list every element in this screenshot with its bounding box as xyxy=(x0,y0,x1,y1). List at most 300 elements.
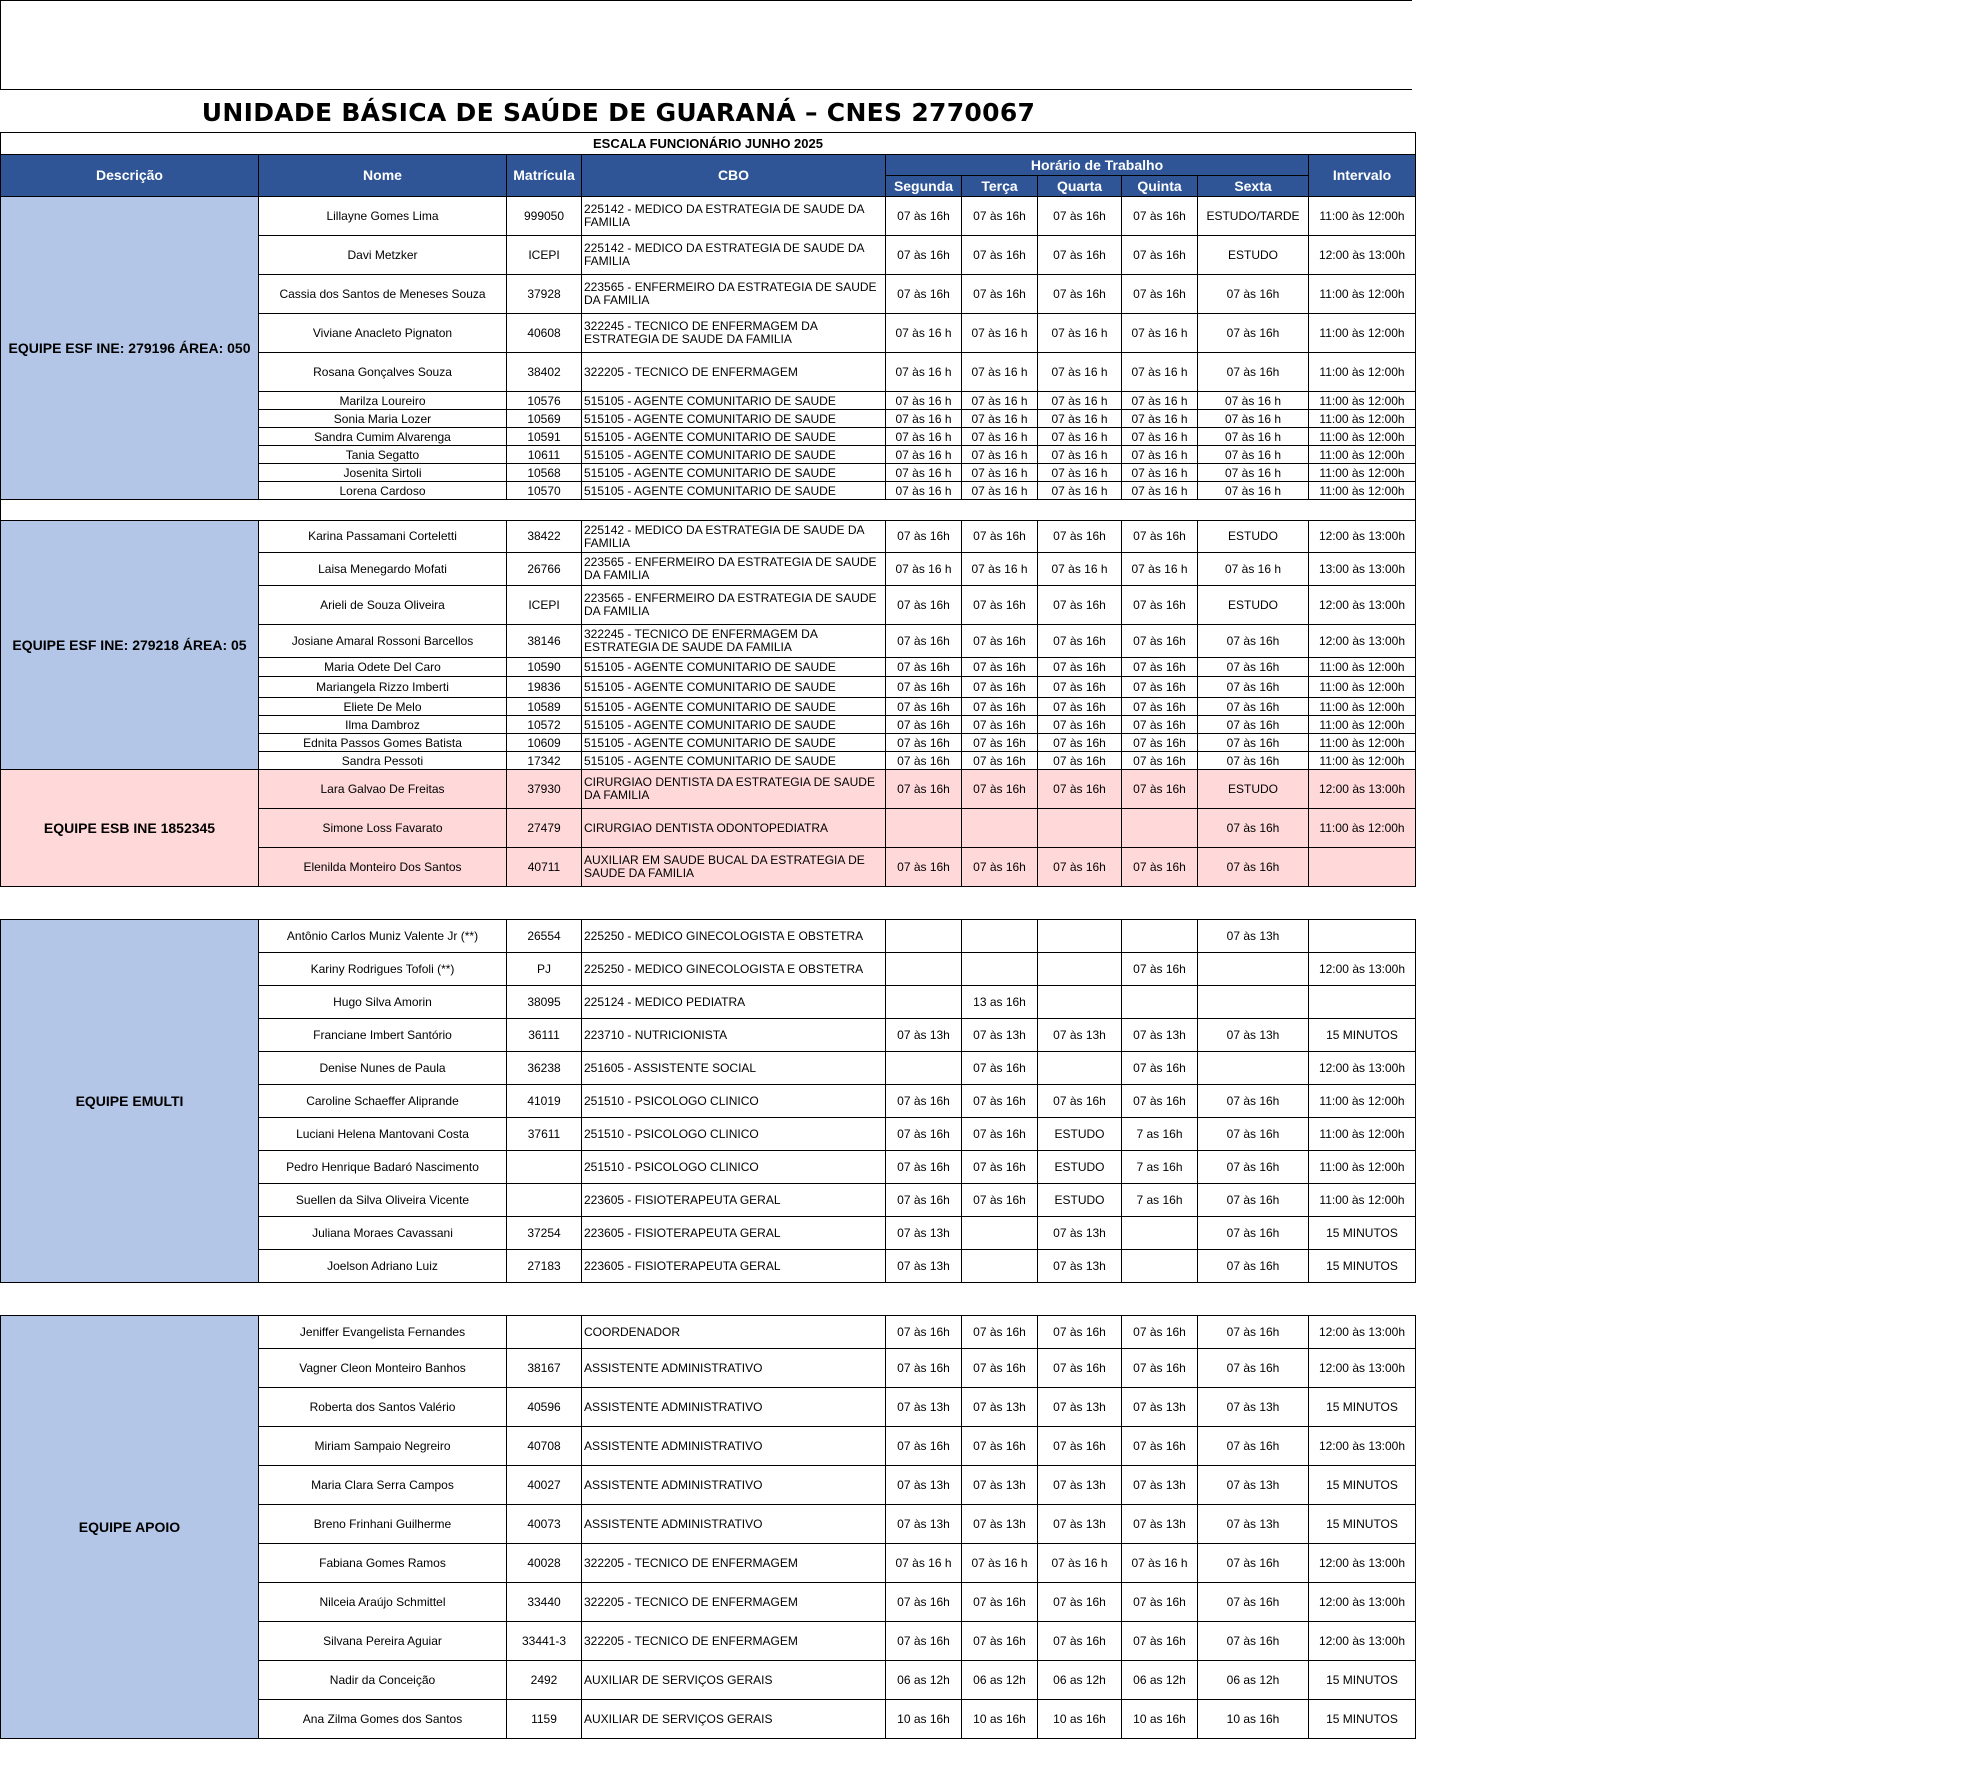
employee-cbo: COORDENADOR xyxy=(582,1316,886,1349)
table-row xyxy=(1,521,1416,553)
employee-cbo: 223710 - NUTRICIONISTA xyxy=(582,1019,886,1052)
employee-cbo: 225142 - MEDICO DA ESTRATEGIA DE SAUDE DA FAMILIA xyxy=(582,197,886,236)
header-day-terca: Terça xyxy=(962,176,1038,197)
schedule-cell xyxy=(1038,809,1122,848)
employee-name: Laisa Menegardo Mofati xyxy=(259,553,507,586)
schedule-cell: 07 às 16h xyxy=(1198,848,1309,887)
schedule-cell: 07 às 16 h xyxy=(1198,446,1309,464)
schedule-cell: 06 as 12h xyxy=(1038,1661,1122,1700)
schedule-cell: 07 às 16h xyxy=(962,658,1038,677)
employee-cbo: 225250 - MEDICO GINECOLOGISTA E OBSTETRA xyxy=(582,953,886,986)
employee-name: Hugo Silva Amorin xyxy=(259,986,507,1019)
schedule-cell: 13 as 16h xyxy=(962,986,1038,1019)
schedule-cell: 07 às 16h xyxy=(886,677,962,698)
employee-matricula: 33440 xyxy=(507,1583,582,1622)
interval-cell: 11:00 às 12:00h xyxy=(1309,1151,1416,1184)
schedule-cell: 07 às 16h xyxy=(1198,658,1309,677)
schedule-cell: 07 às 16h xyxy=(1038,1316,1122,1349)
schedule-cell: 07 às 13h xyxy=(1198,920,1309,953)
schedule-cell: 07 às 16 h xyxy=(1122,446,1198,464)
schedule-cell xyxy=(886,920,962,953)
employee-name: Luciani Helena Mantovani Costa xyxy=(259,1118,507,1151)
employee-matricula: 37611 xyxy=(507,1118,582,1151)
employee-cbo: 223565 - ENFERMEIRO DA ESTRATEGIA DE SAUDE DA FAMILIA xyxy=(582,586,886,625)
interval-cell: 11:00 às 12:00h xyxy=(1309,275,1416,314)
interval-cell: 12:00 às 13:00h xyxy=(1309,1316,1416,1349)
employee-matricula: 38146 xyxy=(507,625,582,658)
employee-matricula: 10609 xyxy=(507,734,582,752)
schedule-cell: 07 às 16h xyxy=(1038,658,1122,677)
interval-cell: 12:00 às 13:00h xyxy=(1309,586,1416,625)
schedule-cell: 07 às 16h xyxy=(886,197,962,236)
schedule-cell: 07 às 16 h xyxy=(886,428,962,446)
schedule-cell: 07 às 16h xyxy=(886,734,962,752)
schedule-cell xyxy=(1198,1052,1309,1085)
employee-cbo: 322245 - TECNICO DE ENFERMAGEM DA ESTRATEGIA DE SAUDE DA FAMILIA xyxy=(582,625,886,658)
schedule-cell: 07 às 16h xyxy=(1122,848,1198,887)
header-row xyxy=(1,155,1416,176)
interval-cell: 11:00 às 12:00h xyxy=(1309,677,1416,698)
interval-cell: 11:00 às 12:00h xyxy=(1309,197,1416,236)
schedule-cell: 07 às 16h xyxy=(1198,1427,1309,1466)
schedule-cell xyxy=(1122,809,1198,848)
employee-matricula: 37930 xyxy=(507,770,582,809)
employee-cbo: AUXILIAR DE SERVIÇOS GERAIS xyxy=(582,1661,886,1700)
schedule-cell: 07 às 16h xyxy=(962,716,1038,734)
schedule-cell: 10 as 16h xyxy=(886,1700,962,1739)
employee-matricula: 37254 xyxy=(507,1217,582,1250)
employee-name: Kariny Rodrigues Tofoli (**) xyxy=(259,953,507,986)
schedule-cell: 07 às 16 h xyxy=(1198,410,1309,428)
schedule-cell: 07 às 16h xyxy=(962,698,1038,716)
employee-cbo: 225124 - MEDICO PEDIATRA xyxy=(582,986,886,1019)
employee-matricula: 33441-3 xyxy=(507,1622,582,1661)
interval-cell: 11:00 às 12:00h xyxy=(1309,1118,1416,1151)
schedule-cell: 07 às 16h xyxy=(962,1184,1038,1217)
employee-matricula: 38167 xyxy=(507,1349,582,1388)
employee-cbo: 251510 - PSICOLOGO CLINICO xyxy=(582,1118,886,1151)
schedule-cell: 07 às 16h xyxy=(1038,521,1122,553)
employee-cbo: CIRURGIAO DENTISTA ODONTOPEDIATRA xyxy=(582,809,886,848)
schedule-cell: 07 às 16h xyxy=(1198,275,1309,314)
schedule-cell: 07 às 16h xyxy=(1038,716,1122,734)
schedule-cell: 07 às 16 h xyxy=(886,1544,962,1583)
header-intervalo: Intervalo xyxy=(1309,155,1416,197)
schedule-cell: 07 às 16h xyxy=(1198,1118,1309,1151)
employee-name: Jeniffer Evangelista Fernandes xyxy=(259,1316,507,1349)
schedule-cell: 07 às 16h xyxy=(1038,1583,1122,1622)
interval-cell: 15 MINUTOS xyxy=(1309,1700,1416,1739)
schedule-cell: 07 às 13h xyxy=(1122,1019,1198,1052)
schedule-cell: 07 às 16h xyxy=(1122,236,1198,275)
employee-matricula: 10569 xyxy=(507,410,582,428)
employee-cbo: 225250 - MEDICO GINECOLOGISTA E OBSTETRA xyxy=(582,920,886,953)
schedule-cell: 07 às 16 h xyxy=(1122,482,1198,500)
header-day-sexta: Sexta xyxy=(1198,176,1309,197)
schedule-cell: 07 às 16 h xyxy=(1122,392,1198,410)
interval-cell: 12:00 às 13:00h xyxy=(1309,953,1416,986)
header-horario: Horário de Trabalho xyxy=(886,155,1309,176)
spacer-cell xyxy=(1,500,1416,521)
employee-cbo: 515105 - AGENTE COMUNITARIO DE SAUDE xyxy=(582,677,886,698)
schedule-cell xyxy=(1038,920,1122,953)
schedule-cell: 07 às 16 h xyxy=(1198,553,1309,586)
schedule-cell: 07 às 16h xyxy=(886,625,962,658)
schedule-cell: 07 às 16h xyxy=(1198,1085,1309,1118)
schedule-cell: 07 às 16 h xyxy=(962,314,1038,353)
schedule-cell: 07 às 16h xyxy=(1038,1427,1122,1466)
schedule-cell: 07 às 16 h xyxy=(886,464,962,482)
schedule-cell: 07 às 16h xyxy=(1198,734,1309,752)
employee-name: Arieli de Souza Oliveira xyxy=(259,586,507,625)
employee-matricula: 999050 xyxy=(507,197,582,236)
schedule-cell: 07 às 16 h xyxy=(1038,553,1122,586)
schedule-cell: 07 às 16h xyxy=(886,1349,962,1388)
header-day-quarta: Quarta xyxy=(1038,176,1122,197)
schedule-cell: 07 às 16h xyxy=(886,698,962,716)
schedule-cell: 07 às 16h xyxy=(1122,1349,1198,1388)
group-name: EQUIPE EMULTI xyxy=(1,920,259,1283)
schedule-cell: 07 às 16h xyxy=(1038,236,1122,275)
schedule-cell xyxy=(1198,986,1309,1019)
schedule-cell: ESTUDO xyxy=(1198,586,1309,625)
schedule-cell: 07 às 16 h xyxy=(886,446,962,464)
schedule-cell: 07 às 16h xyxy=(1122,752,1198,770)
schedule-cell: 07 às 13h xyxy=(1198,1019,1309,1052)
employee-name: Viviane Anacleto Pignaton xyxy=(259,314,507,353)
schedule-cell: 07 às 16 h xyxy=(886,553,962,586)
schedule-cell: 07 às 16 h xyxy=(1122,410,1198,428)
schedule-cell: 07 às 16h xyxy=(962,1316,1038,1349)
schedule-cell: 07 às 16h xyxy=(1198,1250,1309,1283)
interval-cell: 11:00 às 12:00h xyxy=(1309,410,1416,428)
schedule-cell: 07 às 16h xyxy=(886,770,962,809)
schedule-cell: 07 às 16h xyxy=(962,752,1038,770)
schedule-cell: 07 às 16h xyxy=(962,1085,1038,1118)
interval-cell: 12:00 às 13:00h xyxy=(1309,236,1416,275)
employee-name: Cassia dos Santos de Meneses Souza xyxy=(259,275,507,314)
schedule-cell xyxy=(886,1052,962,1085)
schedule-cell: ESTUDO xyxy=(1038,1184,1122,1217)
employee-matricula: 10611 xyxy=(507,446,582,464)
schedule-cell: 07 às 16h xyxy=(1038,848,1122,887)
schedule-cell: 07 às 16 h xyxy=(962,410,1038,428)
schedule-cell xyxy=(962,953,1038,986)
schedule-cell: 07 às 16h xyxy=(1038,677,1122,698)
employee-matricula: 10576 xyxy=(507,392,582,410)
table-row xyxy=(1,1316,1416,1349)
schedule-cell xyxy=(962,920,1038,953)
employee-cbo: 515105 - AGENTE COMUNITARIO DE SAUDE xyxy=(582,482,886,500)
group-name: EQUIPE ESF INE: 279196 ÁREA: 050 xyxy=(1,197,259,500)
schedule-cell: 06 as 12h xyxy=(1122,1661,1198,1700)
schedule-cell: 07 às 16h xyxy=(1198,1544,1309,1583)
employee-matricula: 1159 xyxy=(507,1700,582,1739)
employee-name: Tania Segatto xyxy=(259,446,507,464)
interval-cell: 12:00 às 13:00h xyxy=(1309,521,1416,553)
employee-cbo: 515105 - AGENTE COMUNITARIO DE SAUDE xyxy=(582,716,886,734)
schedule-cell: 07 às 16h xyxy=(962,236,1038,275)
interval-cell: 15 MINUTOS xyxy=(1309,1388,1416,1427)
schedule-cell: 07 às 13h xyxy=(962,1388,1038,1427)
schedule-cell: 07 às 16h xyxy=(962,770,1038,809)
employee-name: Josiane Amaral Rossoni Barcellos xyxy=(259,625,507,658)
schedule-cell: 10 as 16h xyxy=(1198,1700,1309,1739)
employee-name: Fabiana Gomes Ramos xyxy=(259,1544,507,1583)
schedule-cell: 07 às 16h xyxy=(1122,734,1198,752)
interval-cell: 12:00 às 13:00h xyxy=(1309,1583,1416,1622)
employee-name: Antônio Carlos Muniz Valente Jr (**) xyxy=(259,920,507,953)
employee-cbo: 515105 - AGENTE COMUNITARIO DE SAUDE xyxy=(582,752,886,770)
schedule-cell: 07 às 13h xyxy=(886,1250,962,1283)
page-title xyxy=(0,98,1412,127)
schedule-cell: 07 às 16h xyxy=(962,625,1038,658)
employee-name: Ilma Dambroz xyxy=(259,716,507,734)
employee-name: Ana Zilma Gomes dos Santos xyxy=(259,1700,507,1739)
employee-cbo: ASSISTENTE ADMINISTRATIVO xyxy=(582,1388,886,1427)
schedule-cell: 7 as 16h xyxy=(1122,1118,1198,1151)
schedule-cell: 07 às 16 h xyxy=(886,353,962,392)
employee-matricula: ICEPI xyxy=(507,586,582,625)
schedule-cell: 07 às 16h xyxy=(1198,314,1309,353)
schedule-cell: 07 às 16h xyxy=(962,1622,1038,1661)
schedule-cell: 07 às 16 h xyxy=(1198,464,1309,482)
spacer-cell xyxy=(1,1283,1416,1316)
header-matricula: Matrícula xyxy=(507,155,582,197)
interval-cell: 11:00 às 12:00h xyxy=(1309,809,1416,848)
employee-cbo: 515105 - AGENTE COMUNITARIO DE SAUDE xyxy=(582,446,886,464)
schedule-cell: ESTUDO xyxy=(1038,1151,1122,1184)
employee-cbo: AUXILIAR DE SERVIÇOS GERAIS xyxy=(582,1700,886,1739)
schedule-cell: 07 às 16h xyxy=(1198,752,1309,770)
schedule-cell: 07 às 16h xyxy=(1198,1217,1309,1250)
group-name: EQUIPE ESF INE: 279218 ÁREA: 05 xyxy=(1,521,259,770)
schedule-cell xyxy=(962,1217,1038,1250)
schedule-cell: 07 às 16h xyxy=(886,658,962,677)
schedule-cell xyxy=(1198,953,1309,986)
schedule-cell: 07 às 16h xyxy=(1198,353,1309,392)
schedule-cell: 07 às 16 h xyxy=(1122,553,1198,586)
employee-cbo: 515105 - AGENTE COMUNITARIO DE SAUDE xyxy=(582,428,886,446)
schedule-cell xyxy=(1122,1250,1198,1283)
schedule-cell: 07 às 16h xyxy=(1038,698,1122,716)
schedule-cell: 07 às 16 h xyxy=(1038,464,1122,482)
employee-matricula: 36238 xyxy=(507,1052,582,1085)
schedule-cell: 10 as 16h xyxy=(1122,1700,1198,1739)
schedule-cell: 07 às 13h xyxy=(1122,1388,1198,1427)
employee-name: Breno Frinhani Guilherme xyxy=(259,1505,507,1544)
schedule-cell: 07 às 16h xyxy=(1122,770,1198,809)
employee-name: Pedro Henrique Badaró Nascimento xyxy=(259,1151,507,1184)
schedule-cell: 07 às 16 h xyxy=(1198,428,1309,446)
schedule-cell: 07 às 16h xyxy=(962,197,1038,236)
schedule-cell: 06 as 12h xyxy=(886,1661,962,1700)
interval-cell: 12:00 às 13:00h xyxy=(1309,1622,1416,1661)
employee-matricula: 40028 xyxy=(507,1544,582,1583)
schedule-cell: 07 às 16h xyxy=(886,1427,962,1466)
employee-matricula xyxy=(507,1316,582,1349)
employee-cbo: 223605 - FISIOTERAPEUTA GERAL xyxy=(582,1217,886,1250)
schedule-cell: 07 às 16h xyxy=(1122,1622,1198,1661)
interval-cell: 15 MINUTOS xyxy=(1309,1019,1416,1052)
employee-cbo: 515105 - AGENTE COMUNITARIO DE SAUDE xyxy=(582,410,886,428)
interval-cell: 11:00 às 12:00h xyxy=(1309,716,1416,734)
employee-cbo: AUXILIAR EM SAUDE BUCAL DA ESTRATEGIA DE SAUDE DA FAMILIA xyxy=(582,848,886,887)
employee-cbo: 322205 - TECNICO DE ENFERMAGEM xyxy=(582,1622,886,1661)
employee-matricula xyxy=(507,1184,582,1217)
employee-cbo: ASSISTENTE ADMINISTRATIVO xyxy=(582,1505,886,1544)
schedule-cell: 07 às 16h xyxy=(886,1622,962,1661)
schedule-cell: 07 às 16h xyxy=(1122,953,1198,986)
schedule-cell: 07 às 13h xyxy=(886,1388,962,1427)
schedule-cell: 07 às 16h xyxy=(1198,1184,1309,1217)
schedule-cell: 07 às 16 h xyxy=(886,410,962,428)
employee-matricula: 40596 xyxy=(507,1388,582,1427)
schedule-cell: 07 às 13h xyxy=(1198,1505,1309,1544)
schedule-cell: 07 às 16h xyxy=(962,1052,1038,1085)
schedule-cell: 07 às 16 h xyxy=(1038,428,1122,446)
employee-matricula: PJ xyxy=(507,953,582,986)
table-row xyxy=(1,197,1416,236)
schedule-cell: 07 às 16 h xyxy=(962,392,1038,410)
schedule-cell: 07 às 16 h xyxy=(1122,428,1198,446)
schedule-cell: 07 às 16h xyxy=(1122,1583,1198,1622)
schedule-cell: 07 às 13h xyxy=(962,1466,1038,1505)
employee-name: Franciane Imbert Santório xyxy=(259,1019,507,1052)
employee-cbo: 322245 - TECNICO DE ENFERMAGEM DA ESTRATEGIA DE SAUDE DA FAMILIA xyxy=(582,314,886,353)
employee-matricula: 38422 xyxy=(507,521,582,553)
employee-cbo: 251510 - PSICOLOGO CLINICO xyxy=(582,1085,886,1118)
schedule-cell: 07 às 13h xyxy=(1038,1505,1122,1544)
schedule-cell: 07 às 16h xyxy=(1122,625,1198,658)
employee-cbo: 223605 - FISIOTERAPEUTA GERAL xyxy=(582,1184,886,1217)
schedule-cell: 07 às 16h xyxy=(1122,275,1198,314)
interval-cell: 11:00 às 12:00h xyxy=(1309,752,1416,770)
schedule-cell xyxy=(886,953,962,986)
schedule-cell: 07 às 16h xyxy=(1198,625,1309,658)
employee-name: Juliana Moraes Cavassani xyxy=(259,1217,507,1250)
header-day-segunda: Segunda xyxy=(886,176,962,197)
schedule-cell: 07 às 16 h xyxy=(1038,314,1122,353)
schedule-cell xyxy=(1038,953,1122,986)
schedule-cell: 07 às 16h xyxy=(886,1184,962,1217)
schedule-cell: 07 às 16h xyxy=(1122,658,1198,677)
schedule-cell: 07 às 13h xyxy=(1122,1505,1198,1544)
employee-name: Vagner Cleon Monteiro Banhos xyxy=(259,1349,507,1388)
schedule-cell: 07 às 16 h xyxy=(1122,464,1198,482)
schedule-cell: 07 às 16h xyxy=(1038,1622,1122,1661)
employee-cbo: 251510 - PSICOLOGO CLINICO xyxy=(582,1151,886,1184)
schedule-cell: 07 às 13h xyxy=(1198,1388,1309,1427)
schedule-cell: 07 às 16h xyxy=(962,1427,1038,1466)
schedule-cell: 07 às 16h xyxy=(1038,275,1122,314)
schedule-cell xyxy=(1122,920,1198,953)
schedule-cell: 07 às 16h xyxy=(962,1349,1038,1388)
schedule-cell: 10 as 16h xyxy=(962,1700,1038,1739)
schedule-cell: 07 às 16h xyxy=(886,275,962,314)
schedule-cell: 07 às 16h xyxy=(1038,197,1122,236)
schedule-cell: 07 às 16 h xyxy=(1198,392,1309,410)
employee-matricula: 37928 xyxy=(507,275,582,314)
schedule-cell: 07 às 13h xyxy=(962,1505,1038,1544)
employee-cbo: 223605 - FISIOTERAPEUTA GERAL xyxy=(582,1250,886,1283)
schedule-cell: 07 às 16h xyxy=(1122,1085,1198,1118)
table-row xyxy=(1,770,1416,809)
schedule-cell: 07 às 16h xyxy=(1122,1316,1198,1349)
schedule-cell: 07 às 16h xyxy=(962,275,1038,314)
employee-name: Elenilda Monteiro Dos Santos xyxy=(259,848,507,887)
interval-cell: 11:00 às 12:00h xyxy=(1309,392,1416,410)
employee-matricula: 41019 xyxy=(507,1085,582,1118)
employee-matricula: 10590 xyxy=(507,658,582,677)
schedule-cell: 07 às 16 h xyxy=(962,353,1038,392)
schedule-cell: 07 às 16h xyxy=(962,848,1038,887)
employee-matricula: 27479 xyxy=(507,809,582,848)
schedule-cell: 07 às 13h xyxy=(1038,1217,1122,1250)
employee-matricula: 19836 xyxy=(507,677,582,698)
schedule-cell: 07 às 16h xyxy=(1038,625,1122,658)
schedule-cell: 07 às 16h xyxy=(1122,1427,1198,1466)
schedule-cell: 07 às 16h xyxy=(1038,752,1122,770)
employee-matricula: 10568 xyxy=(507,464,582,482)
schedule-cell: 07 às 16h xyxy=(886,1085,962,1118)
schedule-cell: 07 às 13h xyxy=(886,1217,962,1250)
employee-cbo: 322205 - TECNICO DE ENFERMAGEM xyxy=(582,353,886,392)
interval-cell xyxy=(1309,848,1416,887)
header-nome: Nome xyxy=(259,155,507,197)
employee-name: Rosana Gonçalves Souza xyxy=(259,353,507,392)
schedule-cell: 07 às 16h xyxy=(1038,1085,1122,1118)
employee-name: Maria Odete Del Caro xyxy=(259,658,507,677)
schedule-cell xyxy=(1122,986,1198,1019)
interval-cell: 11:00 às 12:00h xyxy=(1309,464,1416,482)
interval-cell: 12:00 às 13:00h xyxy=(1309,625,1416,658)
employee-cbo: ASSISTENTE ADMINISTRATIVO xyxy=(582,1427,886,1466)
schedule-cell: 07 às 16 h xyxy=(1038,482,1122,500)
schedule-cell: 07 às 16h xyxy=(962,1583,1038,1622)
schedule-cell: 07 às 13h xyxy=(1198,1466,1309,1505)
employee-matricula: 38095 xyxy=(507,986,582,1019)
schedule-cell: 07 às 16h xyxy=(886,1151,962,1184)
schedule-body xyxy=(1,133,1416,1739)
schedule-cell: 07 às 16 h xyxy=(962,553,1038,586)
employee-cbo: 515105 - AGENTE COMUNITARIO DE SAUDE xyxy=(582,392,886,410)
interval-cell: 12:00 às 13:00h xyxy=(1309,770,1416,809)
schedule-cell: 07 às 16 h xyxy=(1122,1544,1198,1583)
schedule-cell: 07 às 16h xyxy=(1122,586,1198,625)
schedule-cell xyxy=(886,809,962,848)
top-border xyxy=(0,0,1412,1)
employee-name: Eliete De Melo xyxy=(259,698,507,716)
interval-cell: 11:00 às 12:00h xyxy=(1309,658,1416,677)
interval-cell: 11:00 às 12:00h xyxy=(1309,1184,1416,1217)
schedule-cell: 07 às 16h xyxy=(962,1151,1038,1184)
employee-cbo: ASSISTENTE ADMINISTRATIVO xyxy=(582,1349,886,1388)
employee-cbo: CIRURGIAO DENTISTA DA ESTRATEGIA DE SAUDE DA FAMILIA xyxy=(582,770,886,809)
employee-name: Joelson Adriano Luiz xyxy=(259,1250,507,1283)
employee-name: Davi Metzker xyxy=(259,236,507,275)
schedule-cell: ESTUDO xyxy=(1038,1118,1122,1151)
schedule-cell: 07 às 16h xyxy=(1122,716,1198,734)
schedule-cell: 07 às 16h xyxy=(1198,716,1309,734)
spacer-row xyxy=(1,1283,1416,1316)
interval-cell: 11:00 às 12:00h xyxy=(1309,353,1416,392)
schedule-cell: 07 às 16 h xyxy=(1038,446,1122,464)
schedule-cell: 07 às 16h xyxy=(886,752,962,770)
employee-name: Denise Nunes de Paula xyxy=(259,1052,507,1085)
schedule-cell: 07 às 16h xyxy=(1038,1349,1122,1388)
employee-name: Lillayne Gomes Lima xyxy=(259,197,507,236)
